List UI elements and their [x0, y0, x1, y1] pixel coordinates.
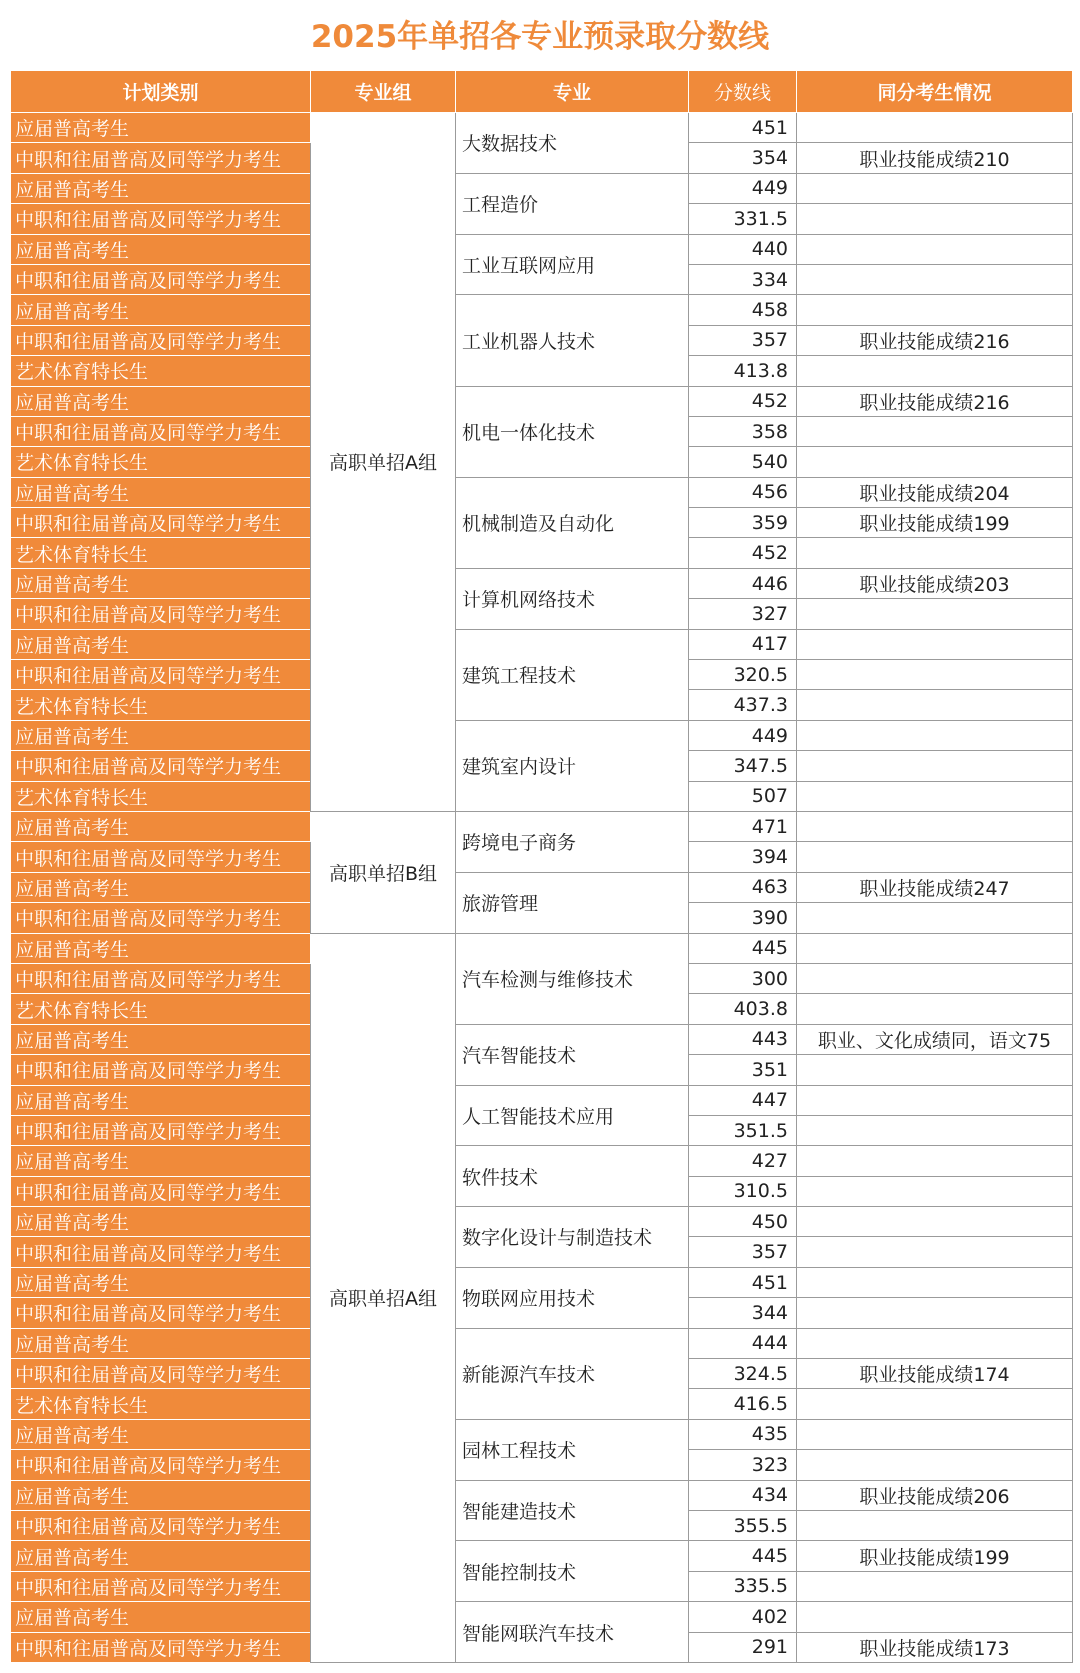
- category-cell: 中职和往届普高及同等学力考生: [11, 1359, 311, 1389]
- tie-note-cell: [797, 1085, 1073, 1115]
- header-major: 专业: [456, 71, 689, 113]
- category-cell: 应届普高考生: [11, 1267, 311, 1297]
- score-cell: 427: [689, 1146, 797, 1176]
- tie-note-cell: [797, 264, 1073, 294]
- tie-note-cell: 职业技能成绩206: [797, 1480, 1073, 1510]
- score-cell: 390: [689, 903, 797, 933]
- major-cell: 人工智能技术应用: [456, 1085, 689, 1146]
- table-row: [11, 811, 1073, 841]
- major-cell: 工业互联网应用: [456, 234, 689, 295]
- category-cell: 应届普高考生: [11, 173, 311, 203]
- tie-note-cell: [797, 1419, 1073, 1449]
- major-cell: 建筑工程技术: [456, 629, 689, 720]
- category-cell: 中职和往届普高及同等学力考生: [11, 416, 311, 446]
- table-row: [11, 1085, 1073, 1115]
- major-cell: 工程造价: [456, 173, 689, 234]
- score-cell: 456: [689, 477, 797, 507]
- score-cell: 310.5: [689, 1176, 797, 1206]
- major-cell: 新能源汽车技术: [456, 1328, 689, 1419]
- table-row: [11, 1207, 1073, 1237]
- score-cell: 300: [689, 963, 797, 993]
- category-cell: 中职和往届普高及同等学力考生: [11, 1237, 311, 1267]
- category-cell: 中职和往届普高及同等学力考生: [11, 1298, 311, 1328]
- tie-note-cell: [797, 660, 1073, 690]
- tie-note-cell: [797, 356, 1073, 386]
- category-cell: 中职和往届普高及同等学力考生: [11, 143, 311, 173]
- table-row: [11, 1328, 1073, 1358]
- table-row: [11, 173, 1073, 203]
- category-cell: 应届普高考生: [11, 1419, 311, 1449]
- table-row: [11, 1146, 1073, 1176]
- category-cell: 艺术体育特长生: [11, 1389, 311, 1419]
- tie-note-cell: 职业技能成绩247: [797, 872, 1073, 902]
- category-cell: 应届普高考生: [11, 1207, 311, 1237]
- table-row: [11, 1267, 1073, 1297]
- tie-note-cell: [797, 1237, 1073, 1267]
- tie-note-cell: 职业技能成绩199: [797, 508, 1073, 538]
- tie-note-cell: [797, 1602, 1073, 1632]
- tie-note-cell: [797, 994, 1073, 1024]
- tie-note-cell: [797, 1328, 1073, 1358]
- tie-note-cell: [797, 842, 1073, 872]
- major-cell: 跨境电子商务: [456, 811, 689, 872]
- group-cell: 高职单招B组: [311, 811, 456, 933]
- table-row: [11, 1024, 1073, 1054]
- table-header-row: [11, 71, 1073, 113]
- table-row: [11, 933, 1073, 963]
- tie-note-cell: [797, 538, 1073, 568]
- major-cell: 智能网联汽车技术: [456, 1602, 689, 1663]
- category-cell: 应届普高考生: [11, 295, 311, 325]
- score-cell: 435: [689, 1419, 797, 1449]
- score-cell: 449: [689, 173, 797, 203]
- score-cell: 402: [689, 1602, 797, 1632]
- category-cell: 应届普高考生: [11, 1146, 311, 1176]
- table-row: [11, 872, 1073, 902]
- score-cell: 334: [689, 264, 797, 294]
- score-cell: 440: [689, 234, 797, 264]
- tie-note-cell: [797, 1207, 1073, 1237]
- score-cell: 357: [689, 1237, 797, 1267]
- tie-note-cell: [797, 1298, 1073, 1328]
- tie-note-cell: [797, 234, 1073, 264]
- header-group: 专业组: [311, 71, 456, 113]
- category-cell: 中职和往届普高及同等学力考生: [11, 660, 311, 690]
- score-cell: 452: [689, 538, 797, 568]
- tie-note-cell: [797, 751, 1073, 781]
- table-body: [11, 113, 1073, 1663]
- score-cell: 357: [689, 325, 797, 355]
- score-cell: 335.5: [689, 1571, 797, 1601]
- tie-note-cell: 职业技能成绩210: [797, 143, 1073, 173]
- tie-note-cell: 职业技能成绩173: [797, 1632, 1073, 1662]
- table-row: [11, 234, 1073, 264]
- score-cell: 445: [689, 933, 797, 963]
- tie-note-cell: [797, 1267, 1073, 1297]
- table-row: [11, 295, 1073, 325]
- category-cell: 应届普高考生: [11, 1602, 311, 1632]
- tie-note-cell: [797, 811, 1073, 841]
- major-cell: 数字化设计与制造技术: [456, 1207, 689, 1268]
- score-cell: 540: [689, 447, 797, 477]
- major-cell: 机电一体化技术: [456, 386, 689, 477]
- score-cell: 507: [689, 781, 797, 811]
- header-note: 同分考生情况: [797, 71, 1073, 113]
- category-cell: 应届普高考生: [11, 1328, 311, 1358]
- table-row: [11, 113, 1073, 143]
- major-cell: 物联网应用技术: [456, 1267, 689, 1328]
- score-cell: 323: [689, 1450, 797, 1480]
- category-cell: 中职和往届普高及同等学力考生: [11, 325, 311, 355]
- score-cell: 347.5: [689, 751, 797, 781]
- category-cell: 艺术体育特长生: [11, 690, 311, 720]
- category-cell: 应届普高考生: [11, 811, 311, 841]
- score-cell: 446: [689, 568, 797, 598]
- tie-note-cell: [797, 933, 1073, 963]
- category-cell: 应届普高考生: [11, 1541, 311, 1571]
- score-cell: 458: [689, 295, 797, 325]
- table-row: [11, 1480, 1073, 1510]
- category-cell: 中职和往届普高及同等学力考生: [11, 204, 311, 234]
- tie-note-cell: [797, 447, 1073, 477]
- tie-note-cell: [797, 1055, 1073, 1085]
- tie-note-cell: [797, 416, 1073, 446]
- major-cell: 汽车检测与维修技术: [456, 933, 689, 1024]
- table-row: [11, 386, 1073, 416]
- score-cell: 452: [689, 386, 797, 416]
- category-cell: 应届普高考生: [11, 629, 311, 659]
- tie-note-cell: 职业技能成绩174: [797, 1359, 1073, 1389]
- tie-note-cell: [797, 1115, 1073, 1145]
- table-row: [11, 1541, 1073, 1571]
- score-cell: 354: [689, 143, 797, 173]
- major-cell: 智能控制技术: [456, 1541, 689, 1602]
- score-cell: 447: [689, 1085, 797, 1115]
- tie-note-cell: [797, 204, 1073, 234]
- score-cell: 451: [689, 113, 797, 143]
- tie-note-cell: [797, 113, 1073, 143]
- score-cell: 403.8: [689, 994, 797, 1024]
- tie-note-cell: 职业技能成绩216: [797, 325, 1073, 355]
- score-cell: 394: [689, 842, 797, 872]
- tie-note-cell: [797, 720, 1073, 750]
- group-cell: 高职单招A组: [311, 933, 456, 1662]
- category-cell: 中职和往届普高及同等学力考生: [11, 1632, 311, 1662]
- score-cell: 443: [689, 1024, 797, 1054]
- category-cell: 中职和往届普高及同等学力考生: [11, 963, 311, 993]
- score-table: [10, 70, 1073, 1663]
- score-cell: 327: [689, 599, 797, 629]
- category-cell: 应届普高考生: [11, 872, 311, 902]
- category-cell: 中职和往届普高及同等学力考生: [11, 1571, 311, 1601]
- table-row: [11, 1419, 1073, 1449]
- score-cell: 359: [689, 508, 797, 538]
- tie-note-cell: [797, 690, 1073, 720]
- score-cell: 331.5: [689, 204, 797, 234]
- category-cell: 中职和往届普高及同等学力考生: [11, 1055, 311, 1085]
- score-cell: 471: [689, 811, 797, 841]
- score-cell: 463: [689, 872, 797, 902]
- major-cell: 旅游管理: [456, 872, 689, 933]
- tie-note-cell: [797, 295, 1073, 325]
- category-cell: 中职和往届普高及同等学力考生: [11, 508, 311, 538]
- tie-note-cell: 职业技能成绩204: [797, 477, 1073, 507]
- group-cell: 高职单招A组: [311, 113, 456, 812]
- score-cell: 320.5: [689, 660, 797, 690]
- table-row: [11, 629, 1073, 659]
- tie-note-cell: 职业技能成绩199: [797, 1541, 1073, 1571]
- category-cell: 应届普高考生: [11, 113, 311, 143]
- table-row: [11, 568, 1073, 598]
- tie-note-cell: [797, 1389, 1073, 1419]
- tie-note-cell: 职业、文化成绩同，语文75: [797, 1024, 1073, 1054]
- tie-note-cell: [797, 599, 1073, 629]
- score-cell: 344: [689, 1298, 797, 1328]
- score-cell: 324.5: [689, 1359, 797, 1389]
- category-cell: 应届普高考生: [11, 568, 311, 598]
- tie-note-cell: [797, 629, 1073, 659]
- score-cell: 413.8: [689, 356, 797, 386]
- score-cell: 291: [689, 1632, 797, 1662]
- category-cell: 中职和往届普高及同等学力考生: [11, 903, 311, 933]
- category-cell: 应届普高考生: [11, 477, 311, 507]
- table-row: [11, 1602, 1073, 1632]
- tie-note-cell: [797, 1176, 1073, 1206]
- category-cell: 中职和往届普高及同等学力考生: [11, 751, 311, 781]
- score-cell: 445: [689, 1541, 797, 1571]
- category-cell: 艺术体育特长生: [11, 447, 311, 477]
- score-cell: 437.3: [689, 690, 797, 720]
- score-cell: 449: [689, 720, 797, 750]
- score-cell: 355.5: [689, 1510, 797, 1540]
- score-cell: 358: [689, 416, 797, 446]
- tie-note-cell: [797, 1146, 1073, 1176]
- category-cell: 中职和往届普高及同等学力考生: [11, 1115, 311, 1145]
- tie-note-cell: [797, 903, 1073, 933]
- page-title: 2025年单招各专业预录取分数线: [310, 19, 770, 55]
- category-cell: 艺术体育特长生: [11, 994, 311, 1024]
- tie-note-cell: [797, 1571, 1073, 1601]
- major-cell: 计算机网络技术: [456, 568, 689, 629]
- header-category: 计划类别: [11, 71, 311, 113]
- major-cell: 机械制造及自动化: [456, 477, 689, 568]
- category-cell: 应届普高考生: [11, 1085, 311, 1115]
- category-cell: 应届普高考生: [11, 1024, 311, 1054]
- tie-note-cell: [797, 1450, 1073, 1480]
- tie-note-cell: [797, 1510, 1073, 1540]
- header-score: 分数线: [689, 71, 797, 113]
- score-cell: 444: [689, 1328, 797, 1358]
- category-cell: 中职和往届普高及同等学力考生: [11, 599, 311, 629]
- tie-note-cell: [797, 173, 1073, 203]
- category-cell: 应届普高考生: [11, 1480, 311, 1510]
- category-cell: 艺术体育特长生: [11, 356, 311, 386]
- major-cell: 软件技术: [456, 1146, 689, 1207]
- category-cell: 艺术体育特长生: [11, 781, 311, 811]
- category-cell: 中职和往届普高及同等学力考生: [11, 842, 311, 872]
- major-cell: 大数据技术: [456, 113, 689, 174]
- table-row: [11, 720, 1073, 750]
- major-cell: 工业机器人技术: [456, 295, 689, 386]
- score-cell: 417: [689, 629, 797, 659]
- score-cell: 351: [689, 1055, 797, 1085]
- category-cell: 中职和往届普高及同等学力考生: [11, 1450, 311, 1480]
- category-cell: 中职和往届普高及同等学力考生: [11, 1510, 311, 1540]
- tie-note-cell: [797, 963, 1073, 993]
- major-cell: 园林工程技术: [456, 1419, 689, 1480]
- score-cell: 450: [689, 1207, 797, 1237]
- category-cell: 应届普高考生: [11, 386, 311, 416]
- major-cell: 建筑室内设计: [456, 720, 689, 811]
- category-cell: 中职和往届普高及同等学力考生: [11, 264, 311, 294]
- category-cell: 应届普高考生: [11, 234, 311, 264]
- tie-note-cell: 职业技能成绩203: [797, 568, 1073, 598]
- score-cell: 416.5: [689, 1389, 797, 1419]
- tie-note-cell: 职业技能成绩216: [797, 386, 1073, 416]
- category-cell: 应届普高考生: [11, 933, 311, 963]
- category-cell: 应届普高考生: [11, 720, 311, 750]
- major-cell: 智能建造技术: [456, 1480, 689, 1541]
- score-cell: 451: [689, 1267, 797, 1297]
- score-cell: 434: [689, 1480, 797, 1510]
- category-cell: 艺术体育特长生: [11, 538, 311, 568]
- tie-note-cell: [797, 781, 1073, 811]
- category-cell: 中职和往届普高及同等学力考生: [11, 1176, 311, 1206]
- score-cell: 351.5: [689, 1115, 797, 1145]
- table-row: [11, 477, 1073, 507]
- major-cell: 汽车智能技术: [456, 1024, 689, 1085]
